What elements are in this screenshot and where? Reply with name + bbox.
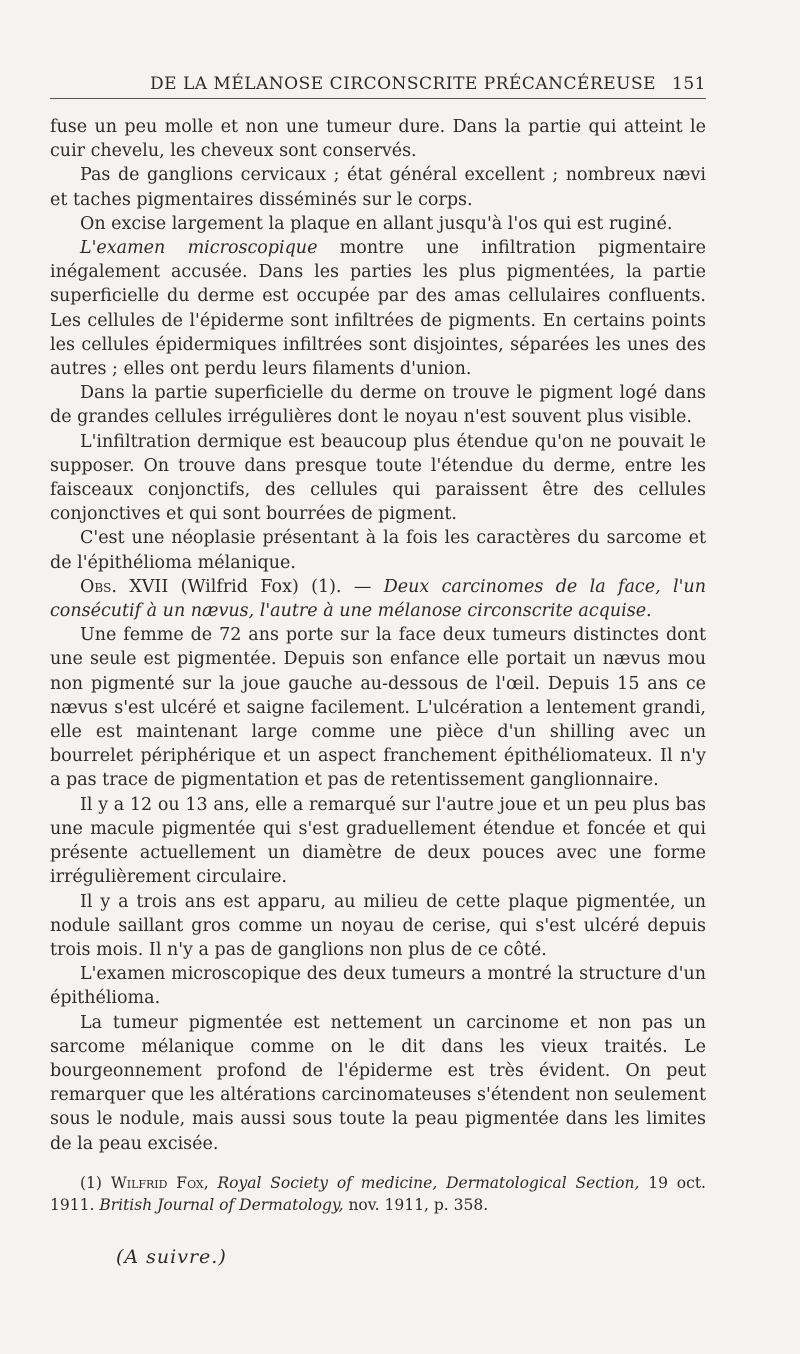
exam-lead: L'examen microscopique — [80, 238, 318, 259]
obs-title: Deux carcinomes de la face, l'un consécutif à un nævus, l'autre à une mélanose circonscrite acquise. — [50, 576, 706, 622]
footnotes — [50, 1172, 706, 1216]
footnote-date-2: nov. 1911, p. 358. — [343, 1195, 489, 1214]
footnote — [50, 1172, 706, 1216]
obs-label: Obs. — [80, 576, 117, 597]
paragraph: On excise largement la plaque en allant jusqu'à l'os qui est ruginé. — [80, 213, 673, 234]
running-title: DE LA MÉLANOSE CIRCONSCRITE PRÉCANCÉREUSE — [150, 74, 657, 94]
page-number: 151 — [672, 74, 706, 94]
document-page — [50, 68, 706, 1268]
running-header — [50, 68, 706, 99]
exam-text: montre une infiltration pigmentaire inégalement accusée. Dans les parties les plus pigmentées, la partie superficielle du derme est occupée par des amas cellulaires confluents. Les cellules de l'épiderme sont infiltrées de pigments. En certains points les cellules épidermiques infiltrées sont disjointes, séparées les unes des autres ; elles ont perdu leurs filaments d'union. — [50, 238, 707, 380]
exam-paragraph — [50, 236, 706, 381]
paragraph: Il y a 12 ou 13 ans, elle a remarqué sur l'autre joue et un peu plus bas une macule pigmentée qui s'est graduellement étendue et foncée et qui présente actuellement un diamètre de deux pouces avec une forme irrégulièrement circulaire. — [50, 794, 706, 888]
observation-heading — [50, 575, 706, 623]
paragraph: fuse un peu molle et non une tumeur dure. Dans la partie qui atteint le cuir chevelu, les cheveux sont conservés. — [50, 117, 706, 162]
footnote-journal-2: British Journal of Dermatology, — [99, 1195, 344, 1214]
footnote-marker: (1) — [80, 1173, 102, 1192]
footnote-date-1: 19 oct. 1911. — [50, 1173, 706, 1214]
footnote-journal-1: Royal Society of medicine, Dermatological Section, — [217, 1173, 640, 1192]
paragraph: La tumeur pigmentée est nettement un carcinome et non pas un sarcome mélanique comme on le dit dans les vieux traités. Le bourgeonnement profond de l'épiderme est très évident. On peut remarquer que les altérations carcinomateuses s'étendent non seulement sous le nodule, mais aussi sous toute la peau pigmentée dans les limites de la peau excisée. — [50, 1012, 706, 1154]
continuation-note: (A suivre.) — [116, 1245, 227, 1268]
paragraph: Dans la partie superficielle du derme on trouve le pigment logé dans de grandes cellules irrégulières dont le noyau n'est souvent plus visible. — [50, 383, 706, 428]
obs-dash: — — [341, 576, 384, 597]
body-text — [50, 115, 706, 1156]
paragraph: L'examen microscopique des deux tumeurs a montré la structure d'un épithélioma. — [50, 964, 706, 1009]
paragraph: Il y a trois ans est apparu, au milieu de cette plaque pigmentée, un nodule saillant gros comme un noyau de cerise, qui s'est ulcéré depuis trois mois. Il n'y a pas de ganglions non plus de ce côté. — [50, 891, 706, 960]
paragraph: C'est une néoplasie présentant à la fois les caractères du sarcome et de l'épithélioma mélanique. — [50, 528, 706, 573]
footnote-author: Wilfrid Fox, — [110, 1173, 209, 1192]
paragraph: Pas de ganglions cervicaux ; état général excellent ; nombreux nævi et taches pigmentaires disséminés sur le corps. — [50, 165, 706, 210]
obs-number: XVII — [129, 576, 169, 597]
paragraph: Une femme de 72 ans porte sur la face deux tumeurs distinctes dont une seule est pigmentée. Depuis son enfance elle portait un nævus mou non pigmenté sur la joue gauche au-dessous de l'œil. Depuis 15 ans ce nævus s'est ulcéré et saigne facilement. L'ulcération a lentement grandi, elle est maintenant large comme une pièce d'un shilling avec un bourrelet périphérique et un aspect franchement épithéliomateux. Il n'y a pas trace de pigmentation et pas de retentissement ganglionnaire. — [50, 625, 706, 791]
paragraph: L'infiltration dermique est beaucoup plus étendue qu'on ne pouvait le supposer. On trouve dans presque toute l'étendue du derme, entre les faisceaux conjonctifs, des cellules qui paraissent être des cellules conjonctives et qui sont bourrées de pigment. — [50, 431, 706, 525]
obs-patient: (Wilfrid Fox) (1). — [180, 576, 342, 597]
